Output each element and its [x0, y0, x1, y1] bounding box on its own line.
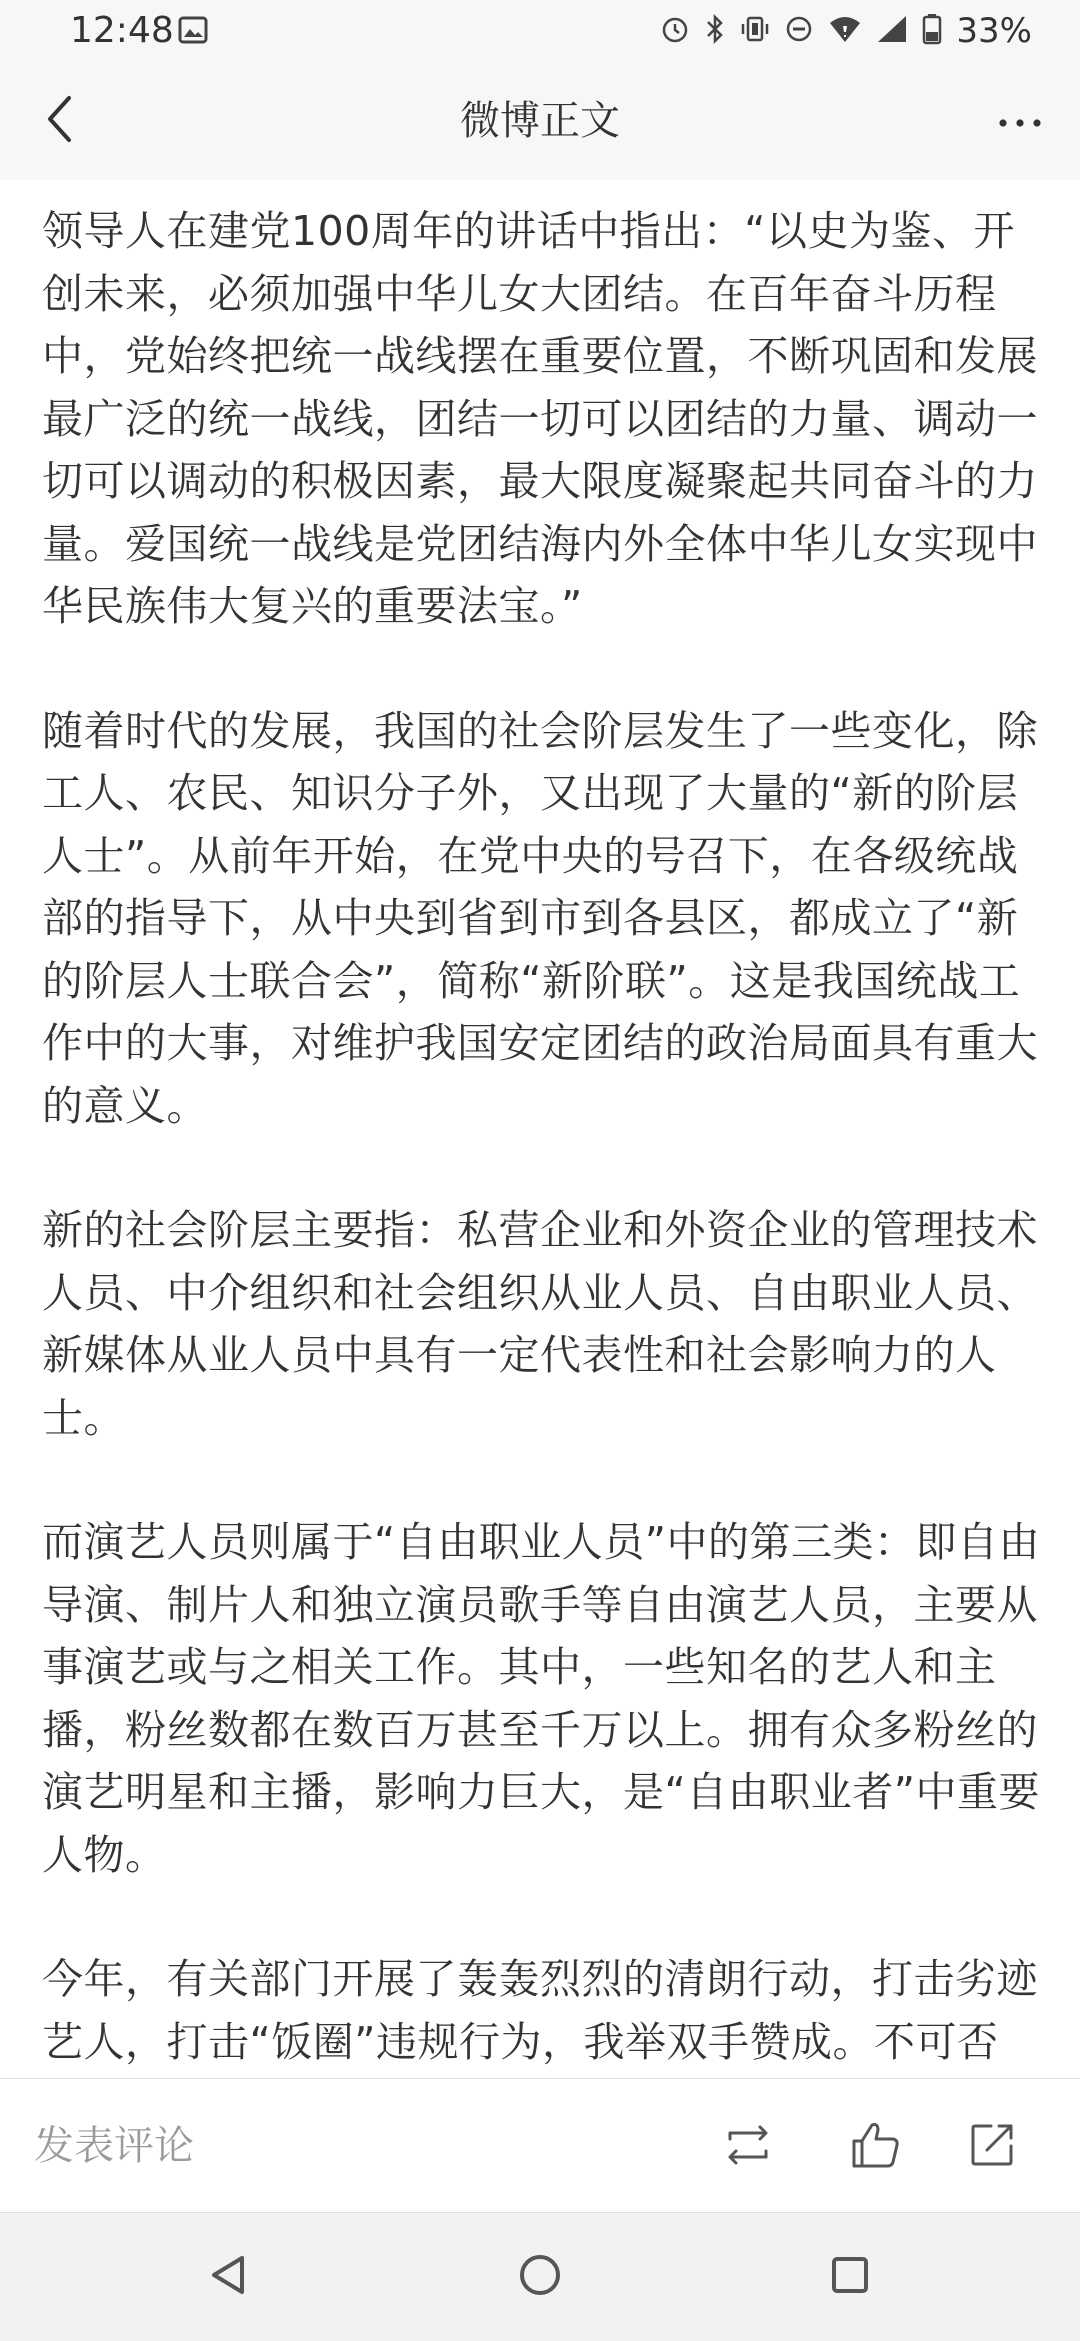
signal-icon	[876, 14, 908, 48]
nav-recents-button[interactable]	[816, 2243, 884, 2311]
battery-icon	[922, 13, 942, 49]
battery-percent: 33%	[956, 11, 1032, 51]
article-body[interactable]	[0, 180, 1080, 2078]
share-button[interactable]	[962, 2117, 1022, 2177]
repost-icon	[722, 2123, 774, 2171]
bluetooth-icon	[704, 13, 726, 49]
image-icon	[178, 16, 208, 48]
status-time: 12:48	[70, 10, 174, 51]
back-triangle-icon	[208, 2254, 248, 2300]
app-header	[0, 62, 1080, 181]
repost-button[interactable]	[718, 2117, 778, 2177]
more-options-button[interactable]	[990, 92, 1050, 152]
article-paragraph-3: 新的社会阶层主要指：私营企业和外资企业的管理技术人员、中介组织和社会组织从业人员、自由职业人员、新媒体从业人员中具有一定代表性和社会影响力的人士。	[42, 1206, 1038, 1442]
comment-input[interactable]: 发表评论	[34, 2123, 194, 2169]
more-dots-icon	[998, 113, 1042, 132]
thumbs-up-icon	[851, 2121, 901, 2173]
alarm-icon	[660, 14, 690, 48]
status-bar	[0, 0, 1080, 62]
dnd-icon	[784, 14, 814, 48]
article-paragraph-2: 随着时代的发展，我国的社会阶层发生了一些变化，除工人、农民、知识分子外，又出现了大量的“新的阶层人士”。从前年开始，在党中央的号召下，在各级统战部的指导下，从中央到省到市到各县区，都成立了“新的阶层人士联合会”，简称“新阶联”。这是我国统战工作中的大事，对维护我国安定团结的政治局面具有重大的意义。	[42, 706, 1038, 1130]
vibrate-icon	[740, 14, 770, 48]
status-icons	[660, 8, 1032, 54]
article-paragraph-4: 而演艺人员则属于“自由职业人员”中的第三类：即自由导演、制片人和独立演员歌手等自由演艺人员，主要从事演艺或与之相关工作。其中，一些知名的艺人和主播，粉丝数都在数百万甚至千万以上。拥有众多粉丝的演艺明星和主播，影响力巨大，是“自由职业者”中重要人物。	[42, 1518, 1040, 1879]
nav-back-button[interactable]	[194, 2243, 262, 2311]
recents-square-icon	[829, 2254, 871, 2300]
page-title: 微博正文	[460, 98, 620, 144]
home-circle-icon	[517, 2252, 563, 2302]
system-nav-bar	[0, 2212, 1080, 2341]
article-paragraph-1: 领导人在建党100周年的讲话中指出：“以史为鉴、开创未来，必须加强中华儿女大团结。在百年奋斗历程中，党始终把统一战线摆在重要位置，不断巩固和发展最广泛的统一战线，团结一切可以团结的力量、调动一切可以调动的积极因素，最大限度凝聚起共同奋斗的力量。爱国统一战线是党团结海内外全体中华儿女实现中华民族伟大复兴的重要法宝。”	[42, 207, 1038, 630]
nav-home-button[interactable]	[506, 2243, 574, 2311]
like-button[interactable]	[846, 2117, 906, 2177]
share-icon	[969, 2122, 1015, 2172]
wifi-icon	[828, 14, 862, 48]
article-paragraph-5: 今年，有关部门开展了轰轰烈烈的清朗行动，打击劣迹艺人，打击“饭圈”违规行为，我举双手赞成。不可否	[42, 1955, 1038, 2066]
comment-bar	[0, 2078, 1080, 2213]
